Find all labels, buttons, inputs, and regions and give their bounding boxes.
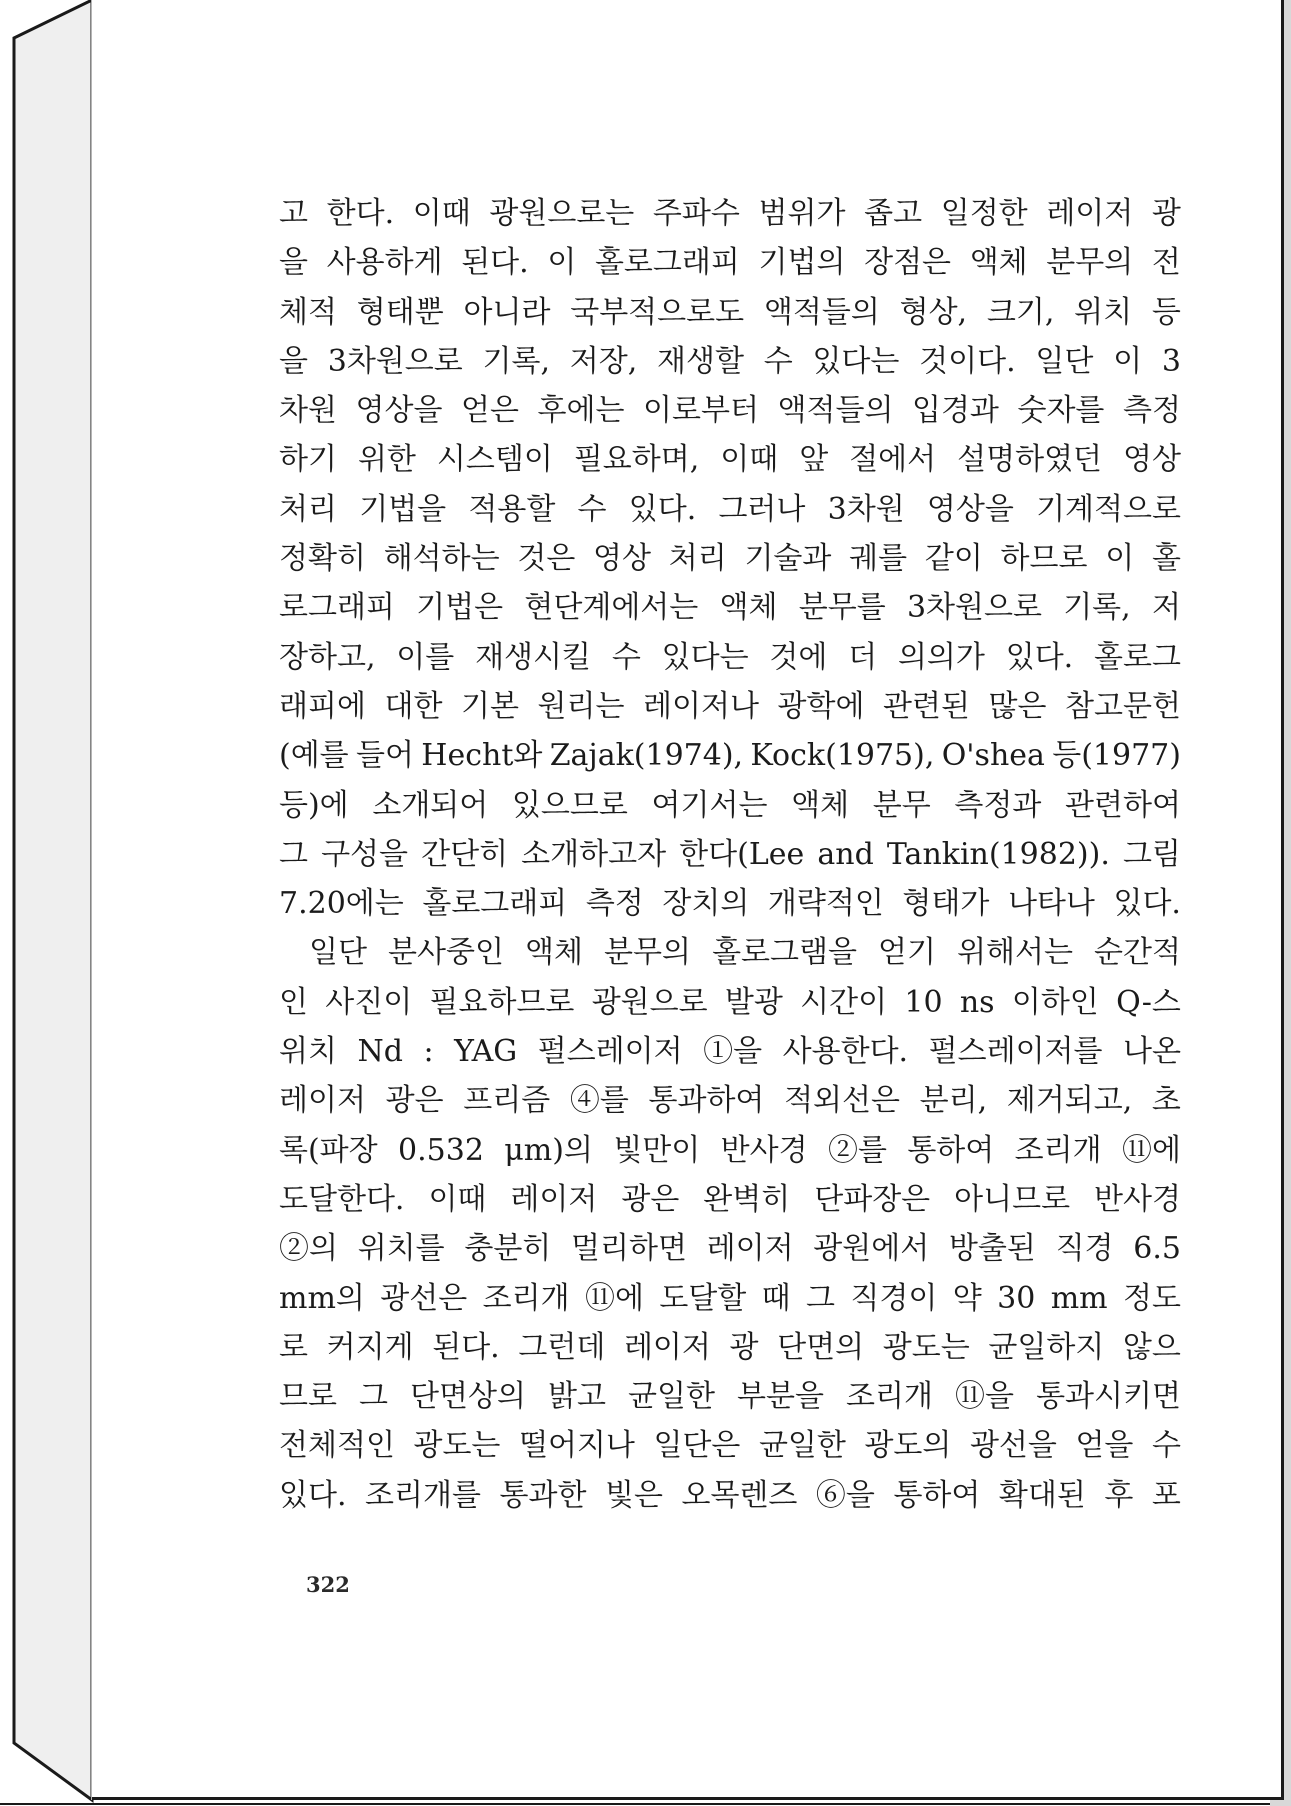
word: 래피에: [279, 688, 366, 724]
word: 부분을: [737, 1379, 824, 1415]
word: 저: [1151, 590, 1181, 626]
word: 해석하는: [383, 541, 500, 577]
text-line: [279, 978, 1181, 1027]
word: 나타나: [1007, 886, 1095, 922]
word: 10: [904, 984, 943, 1020]
word: 사진이: [325, 984, 413, 1020]
word: 그: [279, 836, 308, 872]
word: 통과한: [499, 1477, 587, 1513]
word: ⑪에: [584, 1280, 644, 1316]
word: 3차원으로: [327, 343, 463, 379]
word: 떨어지나: [518, 1428, 635, 1464]
word: 필요하므로: [429, 984, 575, 1020]
word: 사용한다.: [782, 1034, 909, 1070]
word: 순간적: [1094, 935, 1181, 971]
word: 처리: [279, 491, 337, 527]
word: 얻은: [461, 393, 519, 429]
word: 인: [279, 984, 308, 1020]
word: 얻기: [878, 935, 936, 971]
word: 일단: [1035, 343, 1094, 379]
text-line: [279, 830, 1181, 879]
word: 있으므로: [511, 787, 628, 823]
word: 그런데: [518, 1329, 606, 1365]
word: 발광: [724, 984, 783, 1020]
word: 크기,: [986, 294, 1055, 330]
word: 않으: [1122, 1329, 1181, 1365]
word: and: [817, 836, 874, 872]
text-line: [279, 337, 1181, 386]
word: 광도의: [864, 1428, 952, 1464]
text-line: [279, 928, 1181, 977]
word: 홀로그래피: [594, 245, 740, 281]
word: 더: [848, 639, 878, 675]
word: 소개되어: [372, 787, 489, 823]
word: 측정: [585, 886, 644, 922]
word: 전체적인: [279, 1428, 395, 1464]
word: 3차원으로: [906, 590, 1042, 626]
word: 하기: [279, 442, 337, 478]
word: 궤를: [849, 541, 908, 577]
word: 균일한: [758, 1428, 846, 1464]
word: :: [423, 1034, 434, 1070]
word: 이때: [428, 1181, 487, 1217]
word: (예를: [279, 738, 349, 774]
word: 기법은: [416, 590, 504, 626]
text-line: [279, 583, 1181, 632]
word: 균일하지: [988, 1329, 1105, 1365]
word: 위치: [279, 1034, 337, 1070]
word: 직경이: [850, 1280, 938, 1316]
word: 체적: [279, 294, 337, 330]
word: 분무의: [1046, 245, 1134, 281]
word: 장하고,: [279, 639, 376, 675]
word: 좁고: [864, 196, 923, 231]
word: 기록,: [1063, 590, 1131, 626]
word: 초: [1151, 1083, 1181, 1119]
word: 있다는: [661, 639, 749, 675]
word: 영상을: [355, 393, 443, 429]
word: 광원으로는: [489, 196, 635, 231]
word: 전: [1151, 245, 1181, 281]
word: 빛은: [604, 1477, 663, 1513]
word: 광은: [385, 1083, 444, 1119]
word: 광: [729, 1329, 759, 1365]
word: 차원: [279, 393, 337, 429]
text-line: [279, 189, 1181, 238]
word: 것이다.: [919, 343, 1016, 379]
word: 같이: [924, 541, 983, 577]
word: 3: [1161, 343, 1181, 379]
word: 홀로그래피: [422, 886, 568, 922]
word: μm)의: [504, 1132, 593, 1168]
word: 그: [359, 1379, 388, 1415]
word: 반사경: [720, 1132, 808, 1168]
word: 정도: [1123, 1280, 1181, 1316]
word: 통하여: [907, 1132, 995, 1168]
word: Tankin(1982)).: [886, 836, 1110, 872]
text-line: [279, 288, 1181, 337]
word: 적외선은: [784, 1083, 900, 1119]
word: 통하여: [893, 1477, 981, 1513]
text-line: [279, 1224, 1181, 1273]
text-line: [279, 1076, 1181, 1125]
word: 된다.: [432, 1329, 500, 1365]
word: 주파수: [652, 196, 740, 231]
word: 빛만이: [613, 1132, 701, 1168]
word: 많은: [988, 688, 1047, 724]
word: 광은: [621, 1181, 680, 1217]
word: 장점은: [864, 245, 952, 281]
word: 있다.: [1005, 639, 1074, 675]
word: 확대된: [998, 1477, 1086, 1513]
word: 그림: [1122, 836, 1181, 872]
word: 분리,: [919, 1083, 988, 1119]
word: Q-스: [1116, 984, 1181, 1020]
word: 형태가: [902, 886, 990, 922]
word: ①을: [703, 1034, 763, 1070]
word: 액적들의: [777, 393, 894, 429]
word: 수: [611, 639, 641, 675]
word: 홀로그램을: [712, 935, 857, 971]
word: 숫자를: [1017, 393, 1105, 429]
word: mm의: [279, 1280, 365, 1316]
word: 이를: [396, 639, 455, 675]
word: 을: [279, 343, 308, 379]
word: 일정한: [940, 196, 1028, 231]
word: 조리개: [482, 1280, 570, 1316]
word: 절에서: [849, 442, 937, 478]
word: 구성을: [321, 836, 409, 872]
word: ②의: [279, 1231, 338, 1267]
word: 있다.: [628, 491, 697, 527]
word: O'shea: [941, 738, 1045, 774]
word: 기본: [461, 688, 519, 724]
text-line: [279, 1421, 1181, 1470]
word: 6.5: [1133, 1231, 1181, 1267]
word: 앞: [799, 442, 829, 478]
text-line: [279, 731, 1181, 780]
text-line: [279, 1323, 1181, 1372]
word: 시간이: [800, 984, 888, 1020]
word: 레이저: [1046, 196, 1134, 231]
word: 약: [952, 1280, 982, 1316]
word: 장치의: [662, 886, 750, 922]
word: 관련하여: [1065, 787, 1181, 823]
word: 아니므로: [954, 1181, 1071, 1217]
word: 현단계에서는: [524, 590, 699, 626]
word: 기술과: [744, 541, 832, 577]
word: Zajak(1974),: [549, 738, 744, 774]
word: 원리는: [537, 688, 625, 724]
word: 고: [279, 196, 308, 231]
word: 입경과: [911, 393, 999, 429]
word: 프리즘: [463, 1083, 551, 1119]
word: 의의가: [897, 639, 985, 675]
word: 완벽히: [703, 1181, 791, 1217]
word: 그: [806, 1280, 836, 1316]
page-number: 322: [306, 1572, 350, 1597]
word: 액체: [791, 787, 850, 823]
word: 균일한: [628, 1379, 715, 1415]
word: 여기서는: [651, 787, 768, 823]
word: Hecht와: [421, 738, 543, 774]
word: 이하인: [1011, 984, 1099, 1020]
word: 액체: [719, 590, 778, 626]
book-page: [92, 0, 1284, 1800]
word: 적용할: [468, 491, 556, 527]
word: 영상: [593, 541, 652, 577]
text-line: [279, 781, 1181, 830]
text-line: [279, 1274, 1181, 1323]
word: 재생할: [657, 343, 744, 379]
word: 사용하게: [326, 245, 443, 281]
word: 수: [577, 491, 607, 527]
word: 레이저: [510, 1181, 598, 1217]
word: ⑪을: [955, 1379, 1015, 1415]
word: 얻을: [1075, 1428, 1134, 1464]
word: 광학에: [777, 688, 865, 724]
word: 광원에서: [813, 1231, 930, 1267]
word: 있다는: [812, 343, 900, 379]
word: 직경: [1055, 1231, 1114, 1267]
word: 분무를: [798, 590, 886, 626]
word: 시스템이: [436, 442, 553, 478]
word: 측정: [1122, 393, 1181, 429]
word: 로그래피: [279, 590, 395, 626]
word: 후에는: [537, 393, 625, 429]
word: 펄스레이저: [537, 1034, 683, 1070]
text-line: [279, 1027, 1181, 1076]
word: 도달할: [659, 1280, 747, 1316]
word: 홀로그: [1094, 639, 1181, 675]
word: 아니라: [463, 294, 551, 330]
word: 수: [763, 343, 793, 379]
word: 충분히: [464, 1231, 552, 1267]
word: 제거되고,: [1006, 1083, 1133, 1119]
word: 0.532: [398, 1132, 484, 1168]
word: 홀: [1151, 541, 1181, 577]
word: 위한: [357, 442, 416, 478]
word: 형상,: [899, 294, 968, 330]
word: 영상: [1123, 442, 1181, 478]
word: 액체: [969, 245, 1028, 281]
text-line: [279, 1372, 1181, 1421]
word: 이: [1105, 541, 1135, 577]
word: 등(1977): [1052, 738, 1181, 774]
word: 기계적으로: [1036, 491, 1181, 527]
word: 커지게: [326, 1329, 414, 1365]
word: 므로: [279, 1379, 337, 1415]
word: ns: [959, 984, 995, 1020]
word: 위치: [1074, 294, 1133, 330]
text-line: [279, 534, 1181, 583]
word: ⑪에: [1121, 1132, 1181, 1168]
text-line: [279, 879, 1181, 928]
text-line: [279, 633, 1181, 682]
word: 것은: [517, 541, 576, 577]
word: 오목렌즈: [681, 1477, 798, 1513]
word: 분사중인: [388, 935, 504, 971]
word: 포: [1151, 1477, 1181, 1513]
word: 을: [279, 245, 308, 281]
word: 분무: [872, 787, 931, 823]
word: 멀리하면: [571, 1231, 687, 1267]
word: 광원으로: [591, 984, 708, 1020]
word: 있다.: [279, 1477, 347, 1513]
word: 된다.: [461, 245, 529, 281]
word: 하므로: [1000, 541, 1088, 577]
word: 록(파장: [279, 1132, 378, 1168]
word: 설명하였던: [957, 442, 1103, 478]
word: 광도는: [413, 1428, 501, 1464]
word: 필요하며,: [573, 442, 700, 478]
text-line: [279, 386, 1181, 435]
word: 조리개: [1014, 1132, 1102, 1168]
word: 레이저: [623, 1329, 711, 1365]
word: 재생시킬: [475, 639, 591, 675]
word: 광선은: [380, 1280, 468, 1316]
text-line: [279, 435, 1181, 484]
word: 이때: [412, 196, 471, 231]
word: 레이저: [706, 1231, 794, 1267]
word: 한다.: [326, 196, 395, 231]
word: 수: [1151, 1428, 1181, 1464]
word: 관련된: [883, 688, 970, 724]
word: 기법의: [758, 245, 846, 281]
word: ②를: [827, 1132, 887, 1168]
word: mm: [1050, 1280, 1108, 1316]
word: 기법을: [359, 491, 447, 527]
word: 광도는: [882, 1329, 970, 1365]
word: 펄스레이저를: [928, 1034, 1103, 1070]
word: 때: [761, 1280, 791, 1316]
word: 이때: [720, 442, 779, 478]
word: 분무의: [604, 935, 691, 971]
body-text: [279, 189, 1181, 1520]
word: 일단: [309, 935, 367, 971]
word: 나온: [1123, 1034, 1181, 1070]
word: 일단은: [653, 1428, 741, 1464]
word: 이로부터: [643, 393, 759, 429]
word: 등)에: [279, 787, 349, 823]
word: 레이저나: [643, 688, 759, 724]
word: 정확히: [279, 541, 366, 577]
word: 광: [1151, 196, 1181, 231]
word: 후: [1104, 1477, 1134, 1513]
word: 3차원: [827, 491, 905, 527]
word: 액체: [525, 935, 583, 971]
text-line: [279, 1126, 1181, 1175]
word: 들어: [356, 738, 414, 774]
word: 국부적으로도: [570, 294, 745, 330]
word: 조리개를: [365, 1477, 481, 1513]
text-line: [279, 1175, 1181, 1224]
word: 범위가: [758, 196, 846, 231]
word: YAG: [454, 1034, 518, 1070]
word: 방출된: [948, 1231, 1036, 1267]
word: 30: [997, 1280, 1036, 1316]
word: 로: [279, 1329, 308, 1365]
word: Kock(1975),: [750, 738, 935, 774]
word: 소개하고자: [521, 836, 667, 872]
word: 통과하여: [648, 1083, 765, 1119]
word: 광선을: [969, 1428, 1057, 1464]
word: 단면의: [777, 1329, 865, 1365]
word: 영상을: [926, 491, 1014, 527]
word: 레이저: [279, 1083, 366, 1119]
word: 한다(Lee: [679, 836, 805, 872]
word: 형태뿐: [356, 294, 444, 330]
word: 단면상의: [410, 1379, 526, 1415]
word: 위해서는: [957, 935, 1073, 971]
word: 이: [1113, 343, 1143, 379]
word: 대한: [384, 688, 443, 724]
word: ⑥을: [815, 1477, 875, 1513]
word: 간단히: [421, 836, 509, 872]
word: 측정과: [954, 787, 1042, 823]
text-line: [279, 238, 1181, 287]
word: 그러나: [718, 491, 806, 527]
text-line: [279, 682, 1181, 731]
word: 등: [1151, 294, 1181, 330]
word: Nd: [357, 1034, 403, 1070]
word: 것에: [769, 639, 828, 675]
word: 기록,: [482, 343, 550, 379]
word: 처리: [668, 541, 727, 577]
word: 저장,: [569, 343, 638, 379]
word: 반사경: [1094, 1181, 1181, 1217]
word: 이: [547, 245, 577, 281]
word: 통과시키면: [1036, 1379, 1181, 1415]
word: 있다.: [1113, 886, 1181, 922]
word: 7.20에는: [279, 886, 404, 922]
word: 밝고: [548, 1379, 606, 1415]
word: ④를: [569, 1083, 629, 1119]
word: 개략적인: [767, 886, 884, 922]
word: 조리개: [846, 1379, 933, 1415]
text-line: [279, 485, 1181, 534]
text-line: [279, 1471, 1181, 1520]
word: 단파장은: [814, 1181, 931, 1217]
word: 액적들의: [763, 294, 880, 330]
word: 도달한다.: [279, 1181, 405, 1217]
word: 참고문헌: [1065, 688, 1181, 724]
word: 위치를: [357, 1231, 445, 1267]
